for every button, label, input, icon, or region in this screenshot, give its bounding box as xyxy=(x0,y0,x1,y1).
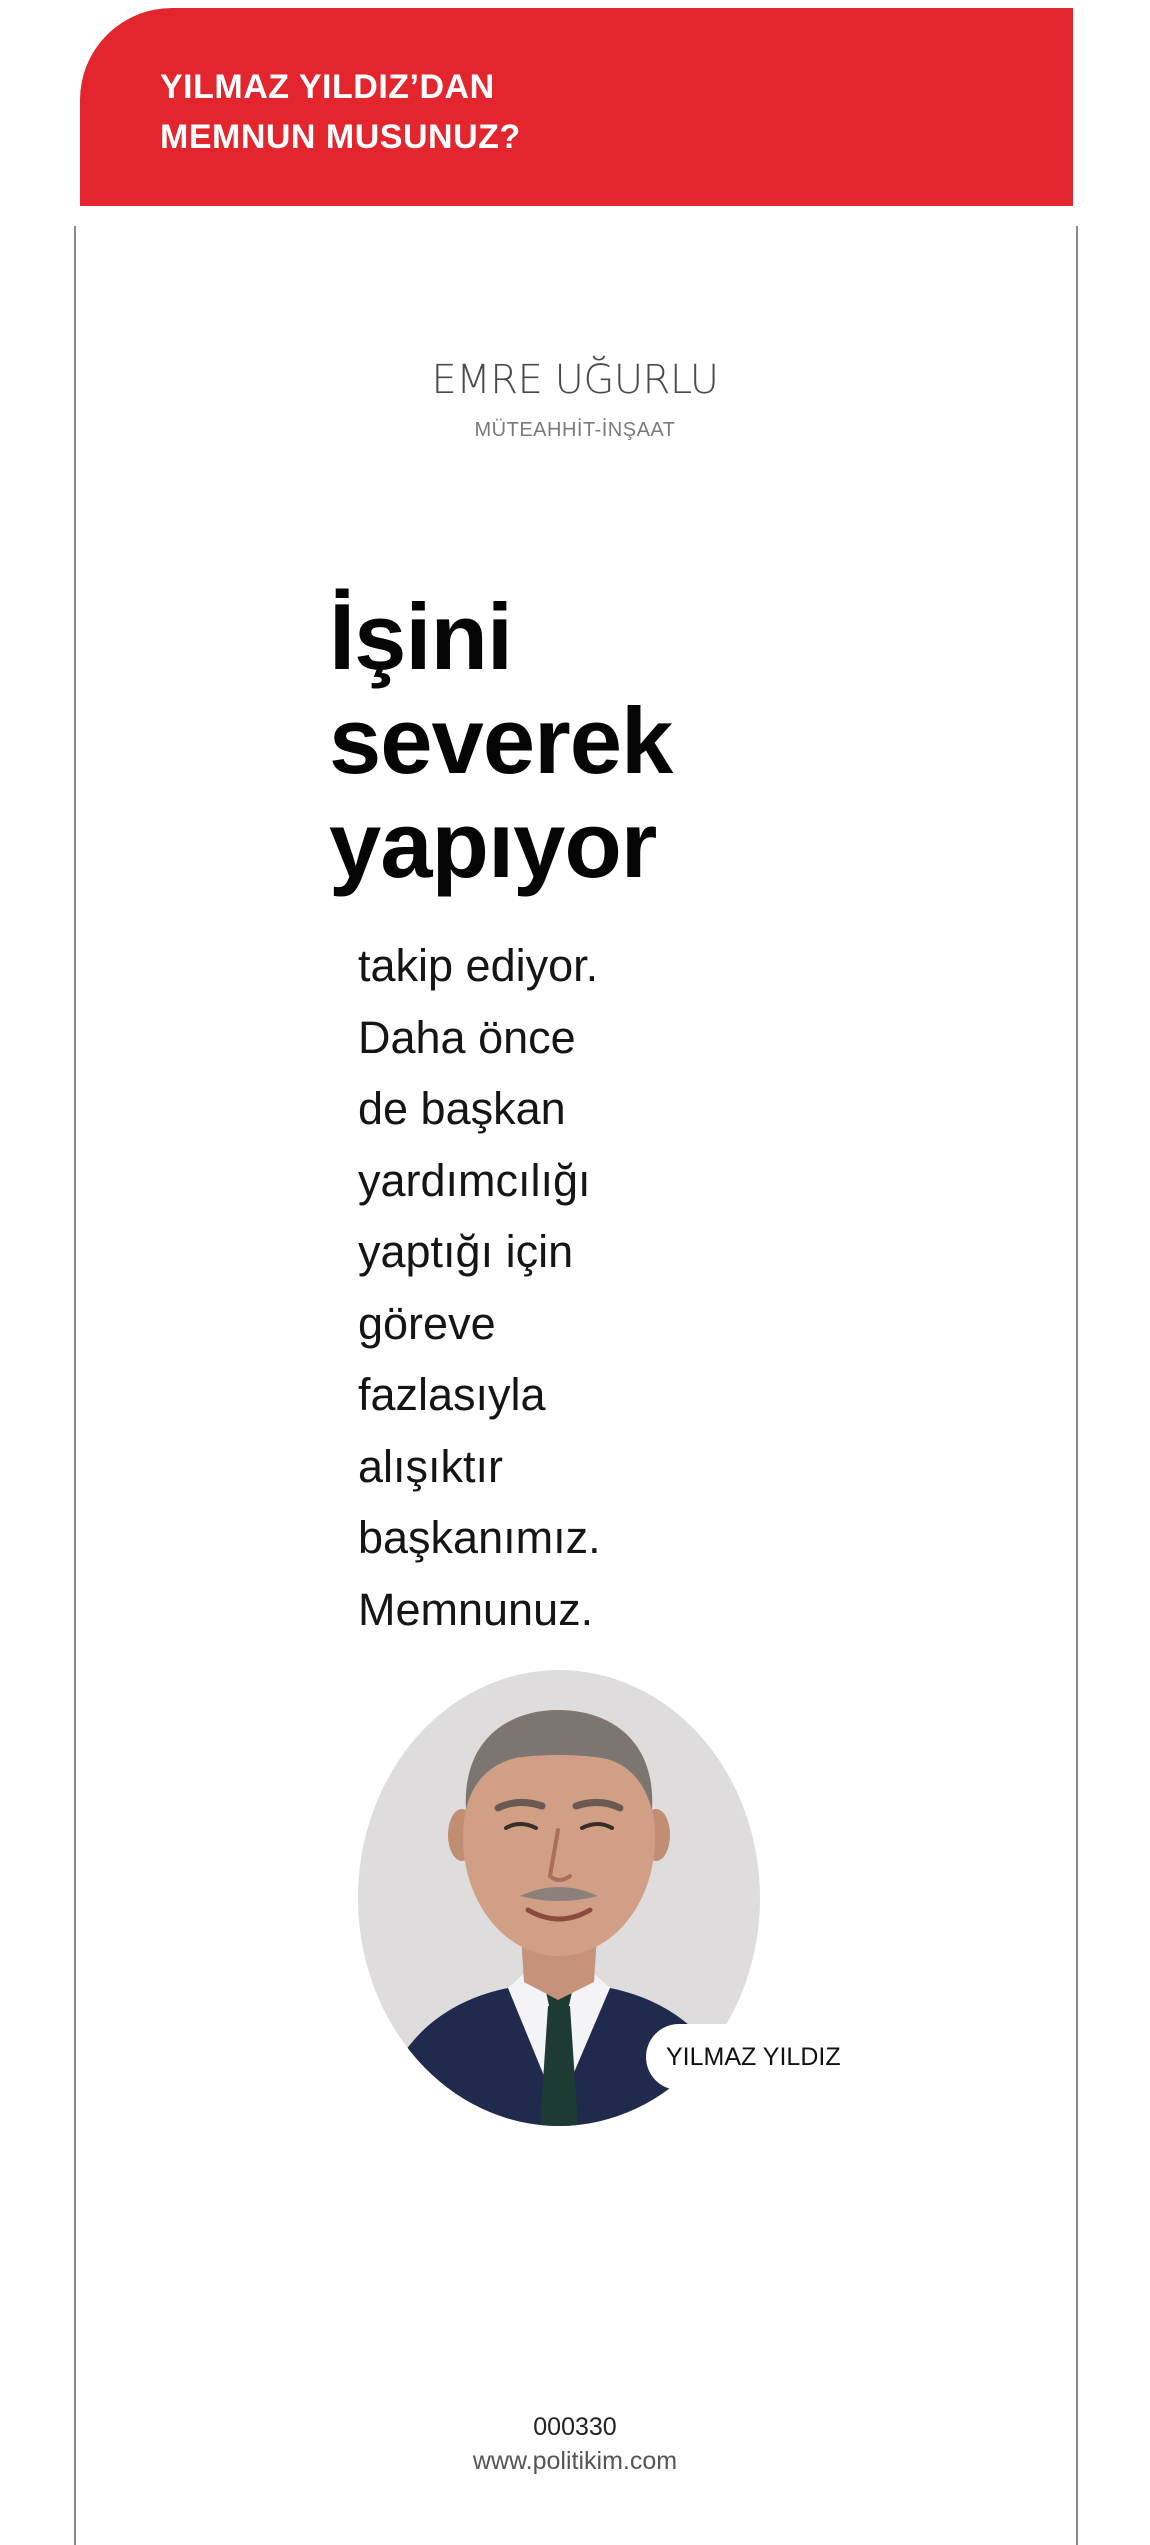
body-line: Daha önce xyxy=(358,1011,576,1063)
body-line: yardımcılığı xyxy=(358,1154,591,1206)
body-line: de başkan xyxy=(358,1083,566,1134)
header-banner xyxy=(80,8,1073,206)
author-name: EMRE UĞURLU xyxy=(431,357,719,403)
body-line: başkanımız. xyxy=(358,1512,601,1563)
banner-title-line-2: MEMNUN MUSUNUZ? xyxy=(160,118,521,156)
body-line: alışıktır xyxy=(358,1440,504,1492)
headline-line: severek xyxy=(329,688,673,793)
body-line: fazlasıyla xyxy=(358,1369,546,1420)
headline xyxy=(329,585,672,897)
headline-line: İşini xyxy=(329,584,513,689)
website-link[interactable]: www.politikim.com xyxy=(472,2447,678,2475)
subject-name-tag: YILMAZ YILDIZ xyxy=(646,2024,859,2090)
body-line: Memnunuz. xyxy=(358,1583,594,1635)
frame-right-border xyxy=(1076,226,1078,2545)
body-line: yaptığı için xyxy=(358,1226,574,1277)
banner-title-line-1: YILMAZ YILDIZ’DAN xyxy=(160,68,495,106)
frame-left-border xyxy=(74,226,76,2545)
body-line: göreve xyxy=(358,1297,496,1349)
author-role: MÜTEAHHİT-İNŞAAT xyxy=(474,419,676,441)
headline-line: yapıyor xyxy=(329,792,657,897)
quote-body xyxy=(358,930,601,1645)
article-code: 000330 xyxy=(533,2413,617,2441)
body-line: takip ediyor. xyxy=(358,940,599,991)
